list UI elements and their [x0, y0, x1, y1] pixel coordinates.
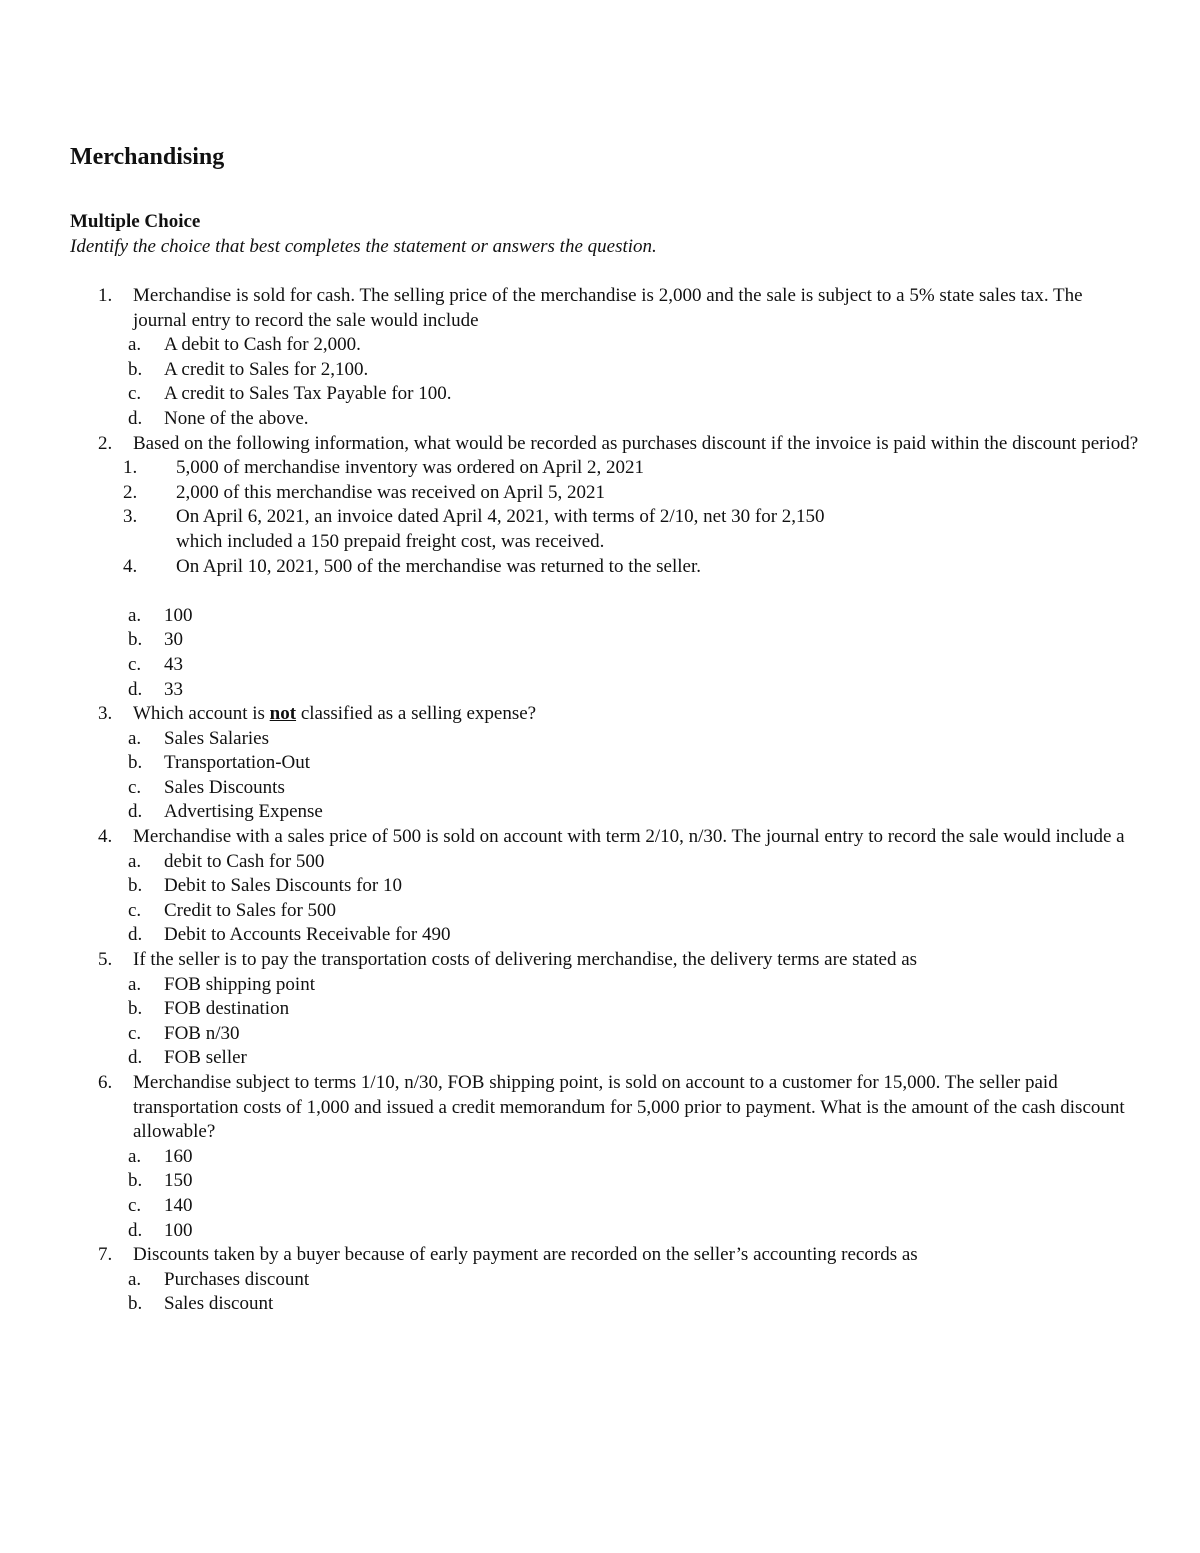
option-b — [70, 358, 1140, 383]
option-letter: c. — [128, 383, 142, 405]
question-text-emphasis: not — [269, 703, 297, 725]
option-text: A credit to Sales Tax Payable for 100. — [164, 383, 452, 405]
instructions-text: Identify the choice that best completes the statement or answers the question. — [70, 236, 657, 257]
sub-item-text: 5,000 of merchandise inventory was ordered on April 2, 2021 — [176, 457, 645, 479]
option-letter: b. — [128, 875, 143, 897]
option-letter: d. — [128, 801, 143, 823]
option-a — [70, 333, 1140, 358]
question-number: 7. — [98, 1244, 113, 1266]
option-letter: b. — [128, 629, 143, 651]
question-text: Merchandise is sold for cash. The selling price of the merchandise is 2,000 and the sale is subject to a 5% state sales tax. The journal entry to record the sale would include — [133, 285, 1083, 331]
option-letter: a. — [128, 727, 142, 749]
question-text-after: classified as a selling expense? — [296, 703, 537, 725]
option-letter: d. — [128, 407, 143, 429]
option-letter: c. — [128, 1194, 142, 1216]
question-text: Discounts taken by a buyer because of early payment are recorded on the seller’s accounting records as — [133, 1244, 918, 1266]
question-text: Merchandise subject to terms 1/10, n/30, FOB shipping point, is sold on account to a customer for 15,000. The seller paid transportation costs of 1,000 and issued a credit memorandum for 5,000 prior to payment. What is the amount of the cash discount allowable? — [133, 1072, 1125, 1143]
option-text: A credit to Sales for 2,100. — [164, 358, 369, 380]
option-text: debit to Cash for 500 — [164, 850, 325, 872]
sub-item-3-continuation: which included a 150 prepaid freight cost, was received. — [176, 530, 605, 552]
option-c — [70, 776, 1140, 801]
option-text: 33 — [164, 678, 183, 700]
option-a — [70, 1268, 1140, 1293]
question-7 — [70, 1243, 1140, 1317]
question-text — [133, 702, 1140, 727]
question-text: Merchandise with a sales price of 500 is sold on account with term 2/10, n/30. The journal entry to record the sale would include a — [133, 826, 1125, 848]
option-text: Sales discount — [164, 1293, 274, 1315]
option-a — [70, 727, 1140, 752]
question-1 — [70, 284, 1140, 432]
option-text: 30 — [164, 629, 183, 651]
option-letter: a. — [128, 850, 142, 872]
section-title: Multiple Choice — [70, 211, 201, 232]
option-d — [70, 1046, 1140, 1071]
document-page — [70, 140, 1140, 1317]
option-b — [70, 628, 1140, 653]
option-letter: c. — [128, 776, 142, 798]
sub-item-text: On April 10, 2021, 500 of the merchandise was returned to the seller. — [176, 555, 702, 577]
option-text: FOB n/30 — [164, 1022, 240, 1044]
sub-item-number: 2. — [123, 481, 138, 503]
option-letter: a. — [128, 334, 142, 356]
option-d — [70, 923, 1140, 948]
question-text-before: Which account is — [133, 703, 270, 725]
option-b — [70, 997, 1140, 1022]
option-letter: b. — [128, 998, 143, 1020]
question-text: If the seller is to pay the transportation costs of delivering merchandise, the delivery terms are stated as — [133, 949, 918, 971]
sub-item-3 — [70, 505, 1140, 530]
option-letter: c. — [128, 1022, 142, 1044]
option-b — [70, 1169, 1140, 1194]
option-b — [70, 1292, 1140, 1317]
question-number: 4. — [98, 826, 113, 848]
option-text: 100 — [164, 1219, 193, 1241]
option-letter: b. — [128, 1293, 143, 1315]
option-text: FOB seller — [164, 1047, 247, 1069]
option-a — [70, 604, 1140, 629]
spacer — [133, 579, 1140, 604]
option-c — [70, 1022, 1140, 1047]
option-text: FOB shipping point — [164, 973, 315, 995]
option-text: 43 — [164, 653, 183, 675]
sub-item-number: 3. — [123, 506, 138, 528]
question-2 — [70, 432, 1140, 703]
option-letter: c. — [128, 899, 142, 921]
sub-item-4 — [70, 555, 1140, 580]
option-letter: c. — [128, 653, 142, 675]
option-a — [70, 1145, 1140, 1170]
sub-item-text: 2,000 of this merchandise was received on April 5, 2021 — [176, 481, 605, 503]
option-letter: b. — [128, 1170, 143, 1192]
option-letter: b. — [128, 752, 143, 774]
option-letter: a. — [128, 1145, 142, 1167]
option-text: 140 — [164, 1194, 193, 1216]
sub-item-1 — [70, 456, 1140, 481]
question-3 — [70, 702, 1140, 825]
sub-item-number: 4. — [123, 555, 138, 577]
option-text: Sales Salaries — [164, 727, 270, 749]
option-letter: d. — [128, 678, 143, 700]
question-5 — [70, 948, 1140, 1071]
option-letter: a. — [128, 1268, 142, 1290]
question-text: Based on the following information, what would be recorded as purchases discount if the invoice is paid within the discount period? — [133, 432, 1139, 454]
option-a — [70, 850, 1140, 875]
question-6 — [70, 1071, 1140, 1243]
option-text: A debit to Cash for 2,000. — [164, 334, 361, 356]
option-text: Sales Discounts — [164, 776, 285, 798]
question-number: 6. — [98, 1072, 113, 1093]
option-text: Advertising Expense — [164, 801, 323, 823]
option-d — [70, 678, 1140, 703]
option-letter: d. — [128, 924, 143, 946]
option-text: 150 — [164, 1170, 193, 1192]
page-title: Merchandising — [70, 144, 225, 170]
option-letter: d. — [128, 1047, 143, 1069]
option-text: 160 — [164, 1145, 193, 1167]
question-number: 5. — [98, 949, 113, 971]
option-c — [70, 1194, 1140, 1219]
option-b — [70, 751, 1140, 776]
question-4 — [70, 825, 1140, 948]
option-c — [70, 382, 1140, 407]
option-d — [70, 407, 1140, 432]
option-text: Credit to Sales for 500 — [164, 899, 337, 921]
sub-item-2 — [70, 481, 1140, 506]
question-number: 1. — [98, 285, 113, 306]
option-c — [70, 653, 1140, 678]
option-text: Purchases discount — [164, 1268, 310, 1290]
option-text: FOB destination — [164, 998, 290, 1020]
option-c — [70, 899, 1140, 924]
option-d — [70, 800, 1140, 825]
option-a — [70, 973, 1140, 998]
option-letter: a. — [128, 604, 142, 626]
option-text: Debit to Accounts Receivable for 490 — [164, 924, 451, 946]
option-b — [70, 874, 1140, 899]
question-list — [70, 284, 1140, 1317]
option-text: Transportation-Out — [164, 752, 311, 774]
sub-item-number: 1. — [123, 457, 138, 479]
option-text: None of the above. — [164, 407, 309, 429]
question-number: 3. — [98, 703, 113, 725]
option-letter: b. — [128, 358, 143, 380]
option-text: Debit to Sales Discounts for 10 — [164, 875, 403, 897]
sub-item-text: On April 6, 2021, an invoice dated April 4, 2021, with terms of 2/10, net 30 for 2,150 — [176, 506, 825, 528]
question-number: 2. — [98, 432, 113, 454]
option-d — [70, 1219, 1140, 1244]
option-letter: a. — [128, 973, 142, 995]
option-text: 100 — [164, 604, 193, 626]
option-letter: d. — [128, 1219, 143, 1241]
